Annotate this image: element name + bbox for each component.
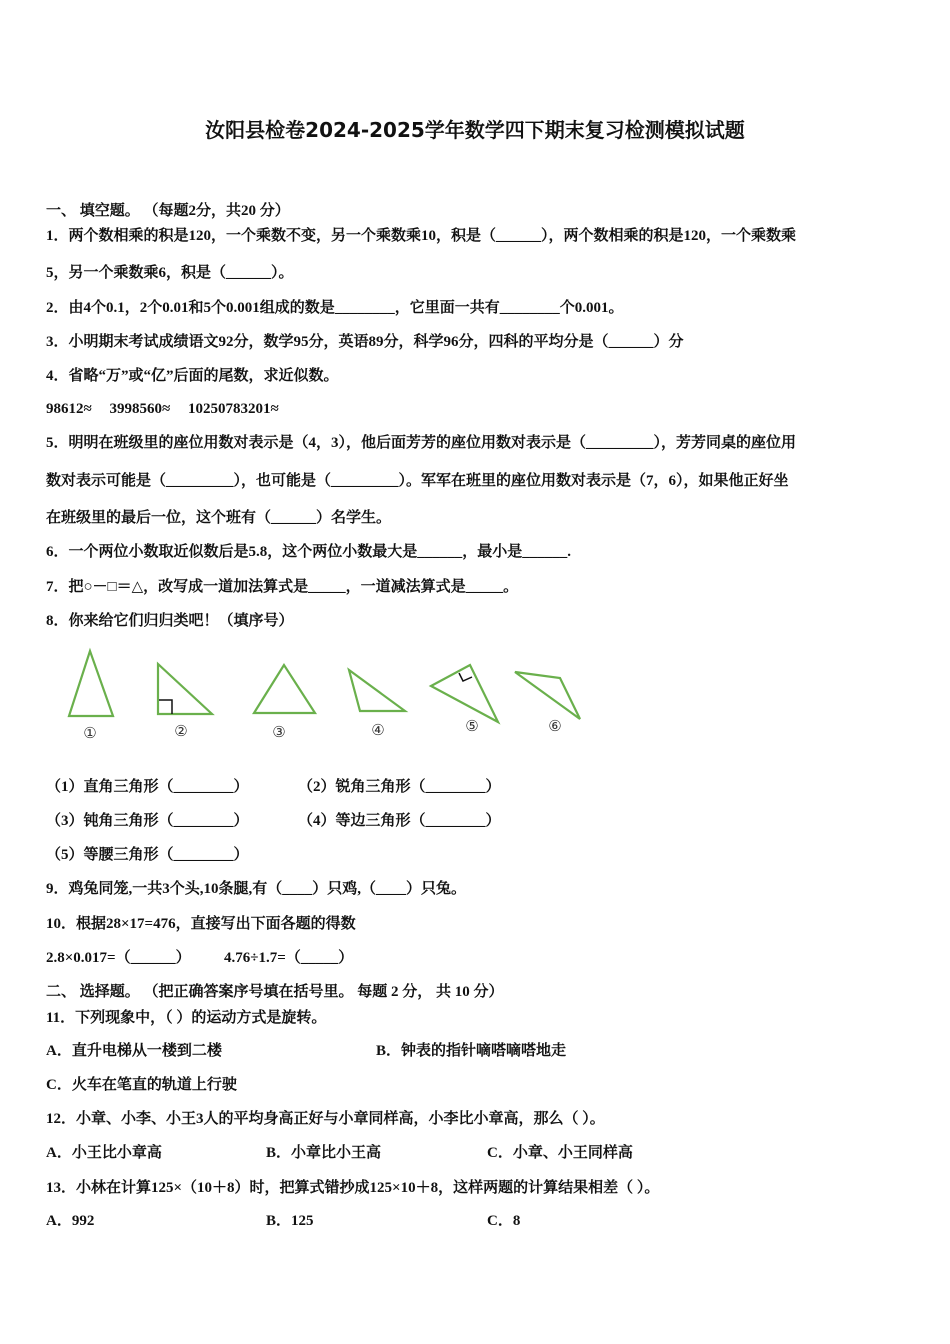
option-b: B．钟表的指针嘀嗒嘀嗒地走: [376, 1043, 567, 1059]
section-heading: 二、 选择题。 （把正确答案序号填在括号里。 每题 2 分， 共 10 分）: [46, 984, 504, 1000]
section-heading: 一、 填空题。 （每题2分，共20 分）: [46, 203, 290, 219]
option-a: A．直升电梯从一楼到二楼: [46, 1043, 222, 1059]
question-2: 2．由4个0.1，2个0.01和5个0.001组成的数是________，它里面一共有________个0.001。: [46, 300, 624, 316]
option-b: B．小章比小王高: [266, 1145, 382, 1161]
number-item: 3998560≈: [109, 401, 171, 417]
triangle-6: [515, 672, 580, 719]
question-6: 6．一个两位小数取近似数后是5.8，这个两位小数最大是______，最小是______.: [46, 544, 572, 560]
triangle-1: [69, 651, 113, 716]
question-9: 9．鸡兔同笼,一共3个头,10条腿,有（____）只鸡,（____）只兔。: [46, 881, 467, 897]
option-a: A．992: [46, 1213, 95, 1229]
triangle-label: ②: [174, 722, 188, 740]
question-5: 5．明明在班级里的座位用数对表示是（4，3），他后面芳芳的座位用数对表示是（_________），芳芳同桌的座位用: [46, 435, 797, 451]
q8-item: （2）锐角三角形（________）: [298, 779, 501, 795]
question-4: 4．省略“万”或“亿”后面的尾数，求近似数。: [46, 368, 339, 384]
q8-item: （1）直角三角形（________）: [46, 779, 249, 795]
question-5-cont: 数对表示可能是（_________），也可能是（_________）。军军在班里的座位用数对表示是（7，6），如果他正好坐: [46, 473, 789, 489]
triangle-5: [431, 665, 498, 722]
option-b: B．125: [266, 1213, 314, 1229]
q8-item: （5）等腰三角形（________）: [46, 847, 249, 863]
question-1-cont: 5，另一个乘数乘6，积是（______）。: [46, 265, 294, 281]
q8-item: （3）钝角三角形（________）: [46, 813, 249, 829]
question-12: 12．小章、小李、小王3人的平均身高正好与小章同样高，小李比小章高，那么（ ）。: [46, 1111, 605, 1127]
q10-item: 4.76÷1.7=（_____）: [224, 950, 354, 966]
right-angle-mark: [459, 673, 472, 681]
question-7: 7．把○－□＝△，改写成一道加法算式是_____，一道减法算式是_____。: [46, 579, 519, 595]
question-5-cont: 在班级里的最后一位，这个班有（______）名学生。: [46, 510, 392, 526]
question-1: 1．两个数相乘的积是120，一个乘数不变，另一个乘数乘10，积是（______），两个数相乘的积是120，一个乘数乘: [46, 228, 797, 244]
option-c: C．8: [487, 1213, 521, 1229]
number-item: 10250783201≈: [187, 401, 279, 417]
triangle-3: [254, 665, 315, 713]
option-c: C．火车在笔直的轨道上行驶: [46, 1077, 237, 1093]
q10-item: 2.8×0.017=（______）: [46, 950, 191, 966]
question-11: 11．下列现象中，（ ）的运动方式是旋转。: [46, 1010, 327, 1026]
triangle-2: [158, 664, 212, 714]
option-a: A．小王比小章高: [46, 1145, 162, 1161]
question-8: 8．你来给它们归归类吧！（填序号）: [46, 613, 294, 629]
page-title: 汝阳县检卷2024-2025学年数学四下期末复习检测模拟试题: [205, 118, 745, 142]
right-angle-mark: [159, 700, 172, 714]
triangle-label: ④: [371, 721, 385, 739]
triangle-label: ①: [83, 724, 97, 742]
option-c: C．小章、小王同样高: [487, 1145, 633, 1161]
triangle-label: ③: [272, 723, 286, 741]
number-item: 98612≈: [46, 401, 92, 417]
triangle-label: ⑤: [465, 717, 479, 735]
q8-item: （4）等边三角形（________）: [298, 813, 501, 829]
question-10: 10．根据28×17=476，直接写出下面各题的得数: [46, 916, 356, 932]
question-13: 13．小林在计算125×（10＋8）时，把算式错抄成125×10＋8，这样两题的计算结果相差（ ）。: [46, 1180, 660, 1196]
triangle-4: [349, 670, 405, 711]
triangle-label: ⑥: [548, 717, 562, 735]
question-3: 3．小明期末考试成绩语文92分，数学95分，英语89分，科学96分，四科的平均分是（______）分: [46, 334, 684, 350]
